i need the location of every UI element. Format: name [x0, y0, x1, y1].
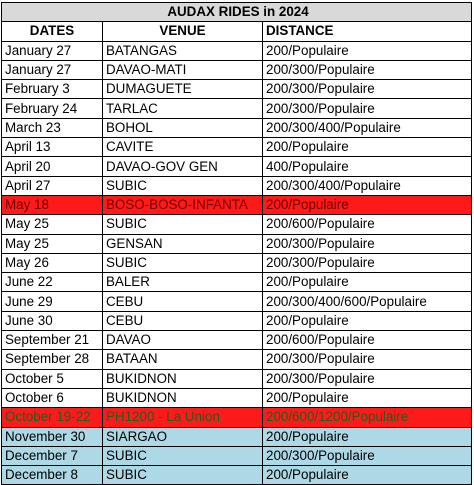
distance-cell: 200/600/Populaire — [263, 215, 472, 234]
venue-cell: BALER — [103, 273, 263, 292]
venue-cell: CEBU — [103, 292, 263, 311]
date-cell: May 18 — [2, 195, 103, 214]
table-row — [2, 138, 472, 157]
distance-cell: 200/Populaire — [263, 273, 472, 292]
date-cell: May 25 — [2, 234, 103, 253]
distance-column-header: DISTANCE — [263, 22, 472, 41]
date-cell: December 8 — [2, 466, 103, 485]
venue-cell: DAVAO-MATI — [103, 60, 263, 79]
table-row — [2, 253, 472, 272]
date-cell: January 27 — [2, 60, 103, 79]
distance-cell: 200/300/400/600/Populaire — [263, 292, 472, 311]
venue-column-header: VENUE — [103, 22, 263, 41]
header-row — [2, 22, 472, 41]
date-cell: November 30 — [2, 427, 103, 446]
venue-cell: BATAAN — [103, 350, 263, 369]
venue-cell: BUKIDNON — [103, 388, 263, 407]
ride-rows — [2, 41, 472, 485]
venue-cell: DUMAGUETE — [103, 80, 263, 99]
venue-cell: BUKIDNON — [103, 369, 263, 388]
venue-cell: GENSAN — [103, 234, 263, 253]
table-row — [2, 195, 472, 214]
venue-cell: SUBIC — [103, 446, 263, 465]
distance-cell: 200/600/1200/Populaire — [263, 408, 472, 427]
distance-cell: 200/Populaire — [263, 138, 472, 157]
table-row — [2, 369, 472, 388]
table-row — [2, 408, 472, 427]
table-row — [2, 60, 472, 79]
table-row — [2, 292, 472, 311]
date-cell: May 26 — [2, 253, 103, 272]
table-row — [2, 234, 472, 253]
venue-cell: SUBIC — [103, 466, 263, 485]
venue-cell: BATANGAS — [103, 41, 263, 60]
table-row — [2, 215, 472, 234]
distance-cell: 200/Populaire — [263, 388, 472, 407]
dates-column-header: DATES — [2, 22, 103, 41]
distance-cell: 200/300/Populaire — [263, 80, 472, 99]
venue-cell: BOHOL — [103, 118, 263, 137]
date-cell: February 3 — [2, 80, 103, 99]
distance-cell: 200/Populaire — [263, 466, 472, 485]
venue-cell: DAVAO-GOV GEN — [103, 157, 263, 176]
venue-cell: SUBIC — [103, 215, 263, 234]
table-row — [2, 350, 472, 369]
venue-cell: PH1200 - La Union — [103, 408, 263, 427]
date-cell: June 29 — [2, 292, 103, 311]
venue-cell: DAVAO — [103, 331, 263, 350]
distance-cell: 200/Populaire — [263, 41, 472, 60]
table-row — [2, 273, 472, 292]
distance-cell: 200/600/Populaire — [263, 331, 472, 350]
distance-cell: 400/Populaire — [263, 157, 472, 176]
venue-cell: SUBIC — [103, 176, 263, 195]
date-cell: June 22 — [2, 273, 103, 292]
table-row — [2, 466, 472, 485]
date-cell: October 6 — [2, 388, 103, 407]
distance-cell: 200/300/Populaire — [263, 253, 472, 272]
date-cell: May 25 — [2, 215, 103, 234]
distance-cell: 200/300/Populaire — [263, 446, 472, 465]
date-cell: June 30 — [2, 311, 103, 330]
table-row — [2, 331, 472, 350]
venue-cell: SIARGAO — [103, 427, 263, 446]
table-title: AUDAX RIDES in 2024 — [2, 3, 472, 22]
date-cell: April 13 — [2, 138, 103, 157]
distance-cell: 200/Populaire — [263, 427, 472, 446]
distance-cell: 200/300/400/Populaire — [263, 176, 472, 195]
date-cell: March 23 — [2, 118, 103, 137]
table-row — [2, 176, 472, 195]
title-row — [2, 3, 472, 22]
table-row — [2, 311, 472, 330]
date-cell: October 19-22 — [2, 408, 103, 427]
date-cell: April 20 — [2, 157, 103, 176]
date-cell: December 7 — [2, 446, 103, 465]
table-row — [2, 41, 472, 60]
table-row — [2, 157, 472, 176]
venue-cell: CAVITE — [103, 138, 263, 157]
distance-cell: 200/Populaire — [263, 195, 472, 214]
venue-cell: TARLAC — [103, 99, 263, 118]
table-row — [2, 446, 472, 465]
distance-cell: 200/300/Populaire — [263, 350, 472, 369]
table-row — [2, 388, 472, 407]
table-row — [2, 80, 472, 99]
distance-cell: 200/300/Populaire — [263, 369, 472, 388]
date-cell: January 27 — [2, 41, 103, 60]
table-row — [2, 99, 472, 118]
date-cell: September 21 — [2, 331, 103, 350]
date-cell: October 5 — [2, 369, 103, 388]
distance-cell: 200/300/Populaire — [263, 234, 472, 253]
distance-cell: 200/Populaire — [263, 311, 472, 330]
venue-cell: SUBIC — [103, 253, 263, 272]
audax-rides-table — [1, 2, 472, 485]
distance-cell: 200/300/400/Populaire — [263, 118, 472, 137]
date-cell: February 24 — [2, 99, 103, 118]
distance-cell: 200/300/Populaire — [263, 99, 472, 118]
venue-cell: CEBU — [103, 311, 263, 330]
date-cell: September 28 — [2, 350, 103, 369]
table-row — [2, 118, 472, 137]
date-cell: April 27 — [2, 176, 103, 195]
distance-cell: 200/300/Populaire — [263, 60, 472, 79]
table-row — [2, 427, 472, 446]
venue-cell: BOSO-BOSO-INFANTA — [103, 195, 263, 214]
